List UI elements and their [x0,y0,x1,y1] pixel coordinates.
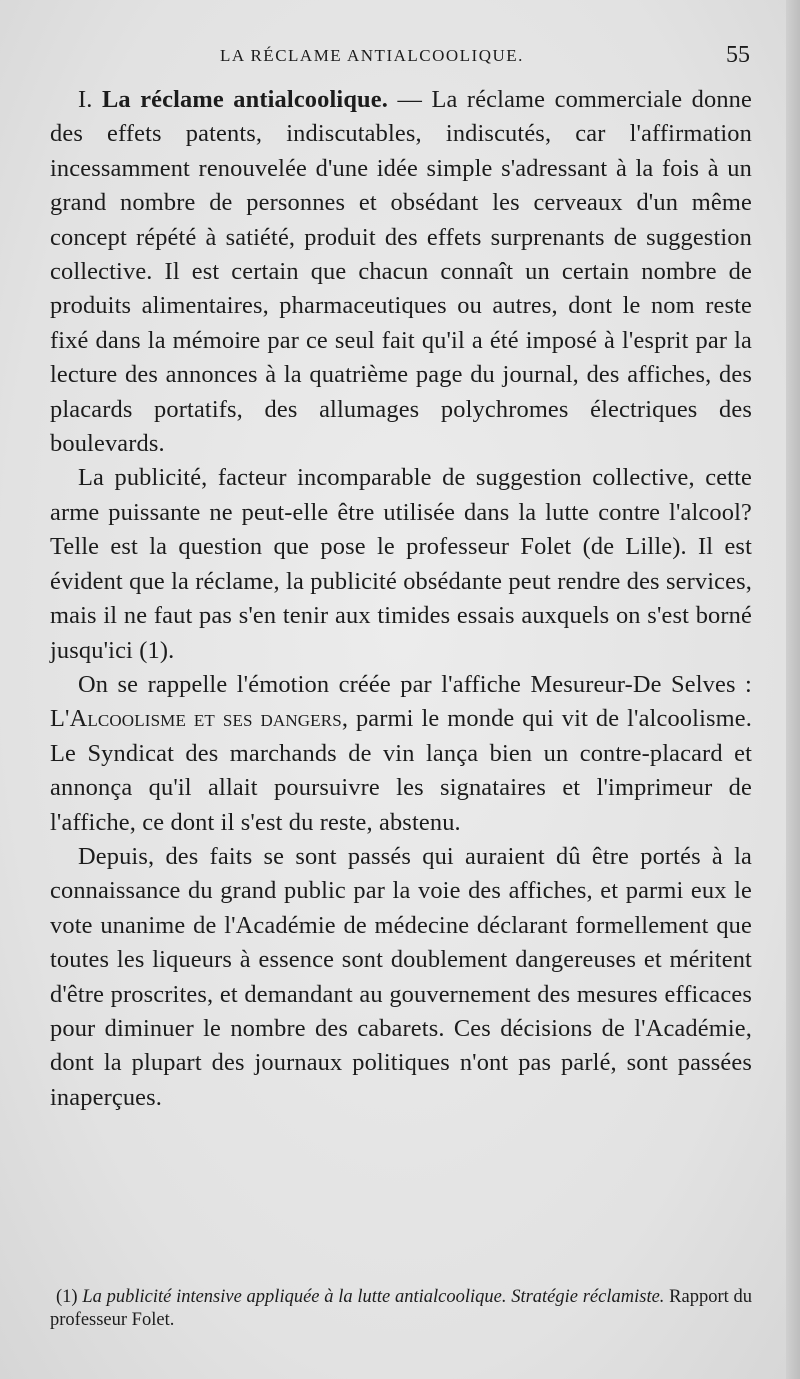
paragraph-2-text: La publicité, facteur incomparable de suggestion collective, cette arme puissante ne peut-elle être utilisée dans la lutte contre l'alcool? Telle est la question que pose le professeur Folet (de Lille). Il est évident que la réclame, la publicité obsédante peut rendre des services, mais il ne faut pas s'en tenir aux timides essais auxquels on s'est borné jusqu'ici (1). [50,464,752,664]
poster-title: L'Alcoolisme et ses dangers [50,705,342,733]
page-number: 55 [726,42,750,68]
paragraph-3 [50,668,752,840]
footnote-marker: (1) [56,1287,78,1307]
paragraph-1 [50,83,752,461]
page-header [50,44,750,74]
section-number: I. [78,86,93,113]
page-edge-shadow [786,0,800,1379]
section-title: La réclame antialcoolique. [101,86,388,113]
footnote [50,1286,752,1332]
paragraph-3-text-start: On se rappelle l'émotion créée par l'affiche Mesureur-De Selves : [78,670,752,698]
paragraph-4-text: Depuis, des faits se sont passés qui auraient dû être portés à la connaissance du grand public par la voie des affiches, et parmi eux le vote unanime de l'Académie de médecine déclarant formellement que toutes les liqueurs à essence sont doublement dangereuses et méritent d'être proscrites, et demandant au gouvernement des mesures efficaces pour diminuer le nombre des cabarets. Ces décisions de l'Académie, dont la plupart des journaux politiques n'ont pas parlé, sont passées inaperçues. [50,842,752,1111]
running-title: LA RÉCLAME ANTIALCOOLIQUE. [220,46,524,65]
paragraph-2 [50,461,752,667]
footnote-title: La publicité intensive appliquée à la lutte antialcoolique. Stratégie réclamiste. [82,1287,665,1307]
footnote-text: Rapport du professeur Folet. [50,1287,752,1330]
paragraph-3-text-end: , parmi le monde qui vit de l'alcoolisme. Le Syndicat des marchands de vin lança bien un contre-placard et annonça qu'il allait poursuivre les signataires et l'imprimeur de l'affiche, ce dont il s'est du reste, abstenu. [50,705,752,836]
paragraph-1-text: — La réclame commerciale donne des effets patents, indiscutables, indiscutés, car l'affirmation incessamment renouvelée d'une idée simple s'adressant à la fois à un grand nombre de personnes et obsédant les cerveaux d'un même concept répété à satiété, produit des effets surprenants de suggestion collective. Il est certain que chacun connaît un certain nombre de produits alimentaires, pharmaceutiques ou autres, dont le nom reste fixé dans la mémoire par ce seul fait qu'il a été imposé à l'esprit par la lecture des annonces à la quatrième page du journal, des affiches, des placards portatifs, des allumages polychromes électriques des boulevards. [50,86,752,458]
paragraph-4 [50,840,752,1115]
body-text [50,83,752,1115]
